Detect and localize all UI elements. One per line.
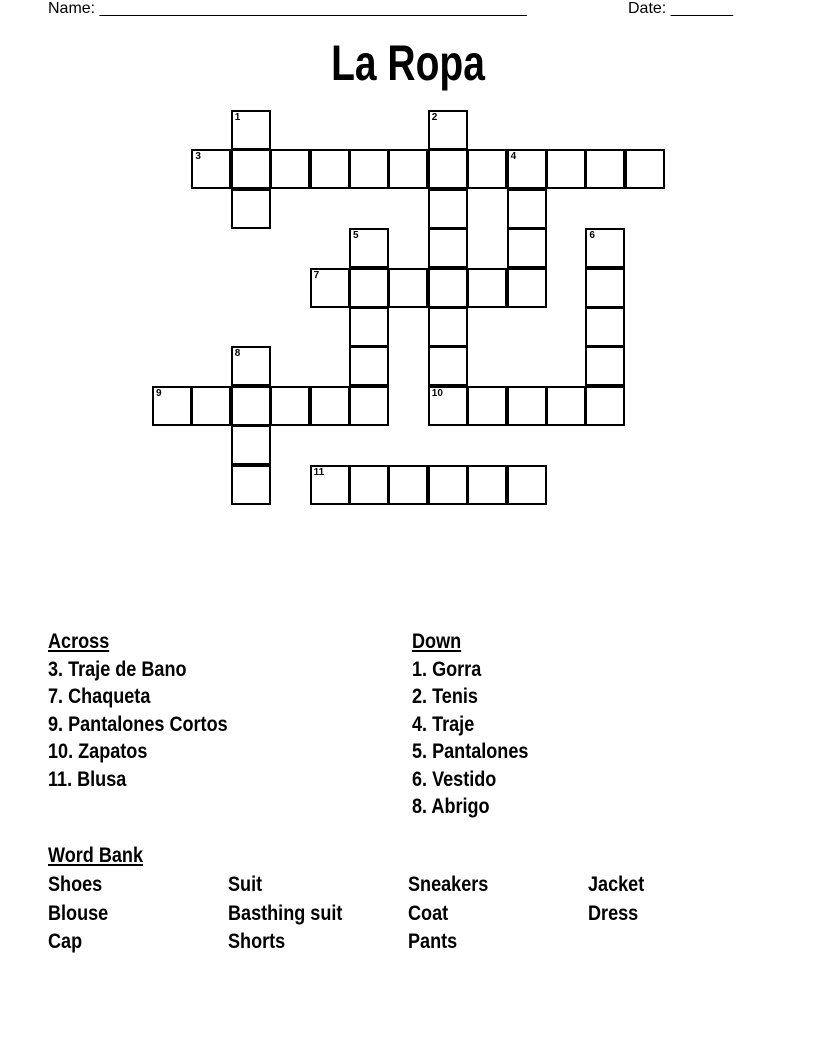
crossword-cell[interactable] bbox=[388, 268, 428, 308]
crossword-cell[interactable] bbox=[349, 346, 389, 386]
crossword-cell[interactable] bbox=[585, 268, 625, 308]
date-field-label: Date: _______ bbox=[628, 0, 733, 17]
crossword-cell[interactable] bbox=[231, 386, 271, 426]
crossword-cell[interactable] bbox=[625, 149, 665, 189]
down-clue: 4. Traje bbox=[412, 712, 475, 736]
word-bank-word: Blouse bbox=[48, 902, 109, 925]
crossword-cell[interactable] bbox=[270, 149, 310, 189]
crossword-cell[interactable] bbox=[349, 149, 389, 189]
crossword-cell[interactable] bbox=[231, 465, 271, 505]
across-clue: 3. Traje de Bano bbox=[48, 657, 187, 681]
clue-number: 8 bbox=[234, 348, 241, 360]
word-bank-word: Shorts bbox=[228, 930, 286, 953]
clue-number: 3 bbox=[195, 151, 201, 163]
crossword-cell[interactable] bbox=[231, 425, 271, 465]
crossword-cell[interactable] bbox=[428, 465, 468, 505]
crossword-cell[interactable] bbox=[349, 228, 389, 268]
down-header: Down bbox=[412, 630, 462, 653]
down-clues bbox=[412, 628, 547, 821]
word-bank bbox=[48, 842, 158, 870]
crossword-cell[interactable] bbox=[585, 386, 625, 426]
across-header: Across bbox=[48, 630, 110, 653]
crossword-cell[interactable] bbox=[428, 346, 468, 386]
crossword-cell[interactable] bbox=[467, 386, 507, 426]
crossword-cell[interactable] bbox=[546, 386, 586, 426]
crossword-cell[interactable] bbox=[310, 149, 350, 189]
down-clue: 5. Pantalones bbox=[412, 740, 529, 763]
down-clue: 8. Abrigo bbox=[412, 795, 490, 818]
down-clue: 1. Gorra bbox=[412, 657, 482, 681]
word-bank-word: Jacket bbox=[588, 873, 645, 896]
clue-number: 9 bbox=[156, 387, 162, 399]
crossword-cell[interactable] bbox=[546, 149, 586, 189]
crossword-cell[interactable] bbox=[231, 149, 271, 189]
crossword-cell[interactable] bbox=[585, 228, 625, 268]
crossword-cell[interactable] bbox=[428, 268, 468, 308]
clue-number: 11 bbox=[313, 466, 325, 478]
crossword-cell[interactable] bbox=[270, 386, 310, 426]
across-clue: 7. Chaqueta bbox=[48, 685, 151, 708]
word-bank-header: Word Bank bbox=[48, 844, 144, 867]
clue-number: 2 bbox=[431, 112, 438, 123]
across-clue: 10. Zapatos bbox=[48, 740, 148, 763]
crossword-cell[interactable] bbox=[467, 268, 507, 308]
crossword-cell[interactable] bbox=[191, 149, 231, 189]
crossword-cell[interactable] bbox=[428, 386, 468, 426]
crossword-cell[interactable] bbox=[388, 149, 428, 189]
crossword-cell[interactable] bbox=[585, 307, 625, 347]
crossword-cell[interactable] bbox=[349, 268, 389, 308]
crossword-cell[interactable] bbox=[152, 386, 192, 426]
clue-number: 4 bbox=[510, 151, 517, 163]
across-clues bbox=[48, 628, 257, 793]
page-title: La Ropa bbox=[331, 35, 485, 91]
word-bank-word: Suit bbox=[228, 873, 263, 896]
crossword-cell[interactable] bbox=[231, 346, 271, 386]
crossword-cell[interactable] bbox=[310, 268, 350, 308]
crossword-cell[interactable] bbox=[467, 149, 507, 189]
word-bank-word: Basthing suit bbox=[228, 902, 343, 925]
crossword-cell[interactable] bbox=[310, 386, 350, 426]
crossword-cell[interactable] bbox=[467, 465, 507, 505]
clue-number: 1 bbox=[234, 112, 241, 123]
crossword-cell[interactable] bbox=[231, 189, 271, 229]
clue-number: 5 bbox=[353, 230, 359, 242]
crossword-cell[interactable] bbox=[507, 268, 547, 308]
across-clue: 9. Pantalones Cortos bbox=[48, 712, 228, 736]
crossword-cell[interactable] bbox=[507, 149, 547, 189]
word-bank-word: Cap bbox=[48, 930, 83, 953]
down-clue: 6. Vestido bbox=[412, 767, 497, 791]
crossword-cell[interactable] bbox=[310, 465, 350, 505]
crossword-cell[interactable] bbox=[507, 465, 547, 505]
crossword-cell[interactable] bbox=[428, 307, 468, 347]
across-clue: 11. Blusa bbox=[48, 767, 127, 791]
clue-number: 10 bbox=[431, 387, 443, 399]
down-clue: 2. Tenis bbox=[412, 685, 478, 708]
crossword-cell[interactable] bbox=[388, 465, 428, 505]
crossword-cell[interactable] bbox=[231, 110, 271, 150]
crossword-cell[interactable] bbox=[191, 386, 231, 426]
clue-number: 7 bbox=[313, 269, 320, 281]
word-bank-word: Shoes bbox=[48, 873, 103, 896]
crossword-cell[interactable] bbox=[507, 228, 547, 268]
crossword-cell[interactable] bbox=[349, 465, 389, 505]
crossword-cell[interactable] bbox=[428, 228, 468, 268]
crossword-cell[interactable] bbox=[585, 149, 625, 189]
crossword-cell[interactable] bbox=[349, 307, 389, 347]
crossword-cell[interactable] bbox=[349, 386, 389, 426]
word-bank-word: Coat bbox=[408, 902, 449, 925]
crossword-cell[interactable] bbox=[428, 110, 468, 150]
crossword-cell[interactable] bbox=[428, 189, 468, 229]
word-bank-word: Sneakers bbox=[408, 873, 489, 896]
clue-number: 6 bbox=[589, 230, 595, 242]
word-bank-word: Pants bbox=[408, 930, 458, 953]
crossword-cell[interactable] bbox=[585, 346, 625, 386]
crossword-cell[interactable] bbox=[507, 189, 547, 229]
crossword-cell[interactable] bbox=[507, 386, 547, 426]
word-bank-word: Dress bbox=[588, 902, 639, 925]
name-field-label: Name: ________________________________________________ bbox=[48, 0, 527, 17]
crossword-cell[interactable] bbox=[428, 149, 468, 189]
